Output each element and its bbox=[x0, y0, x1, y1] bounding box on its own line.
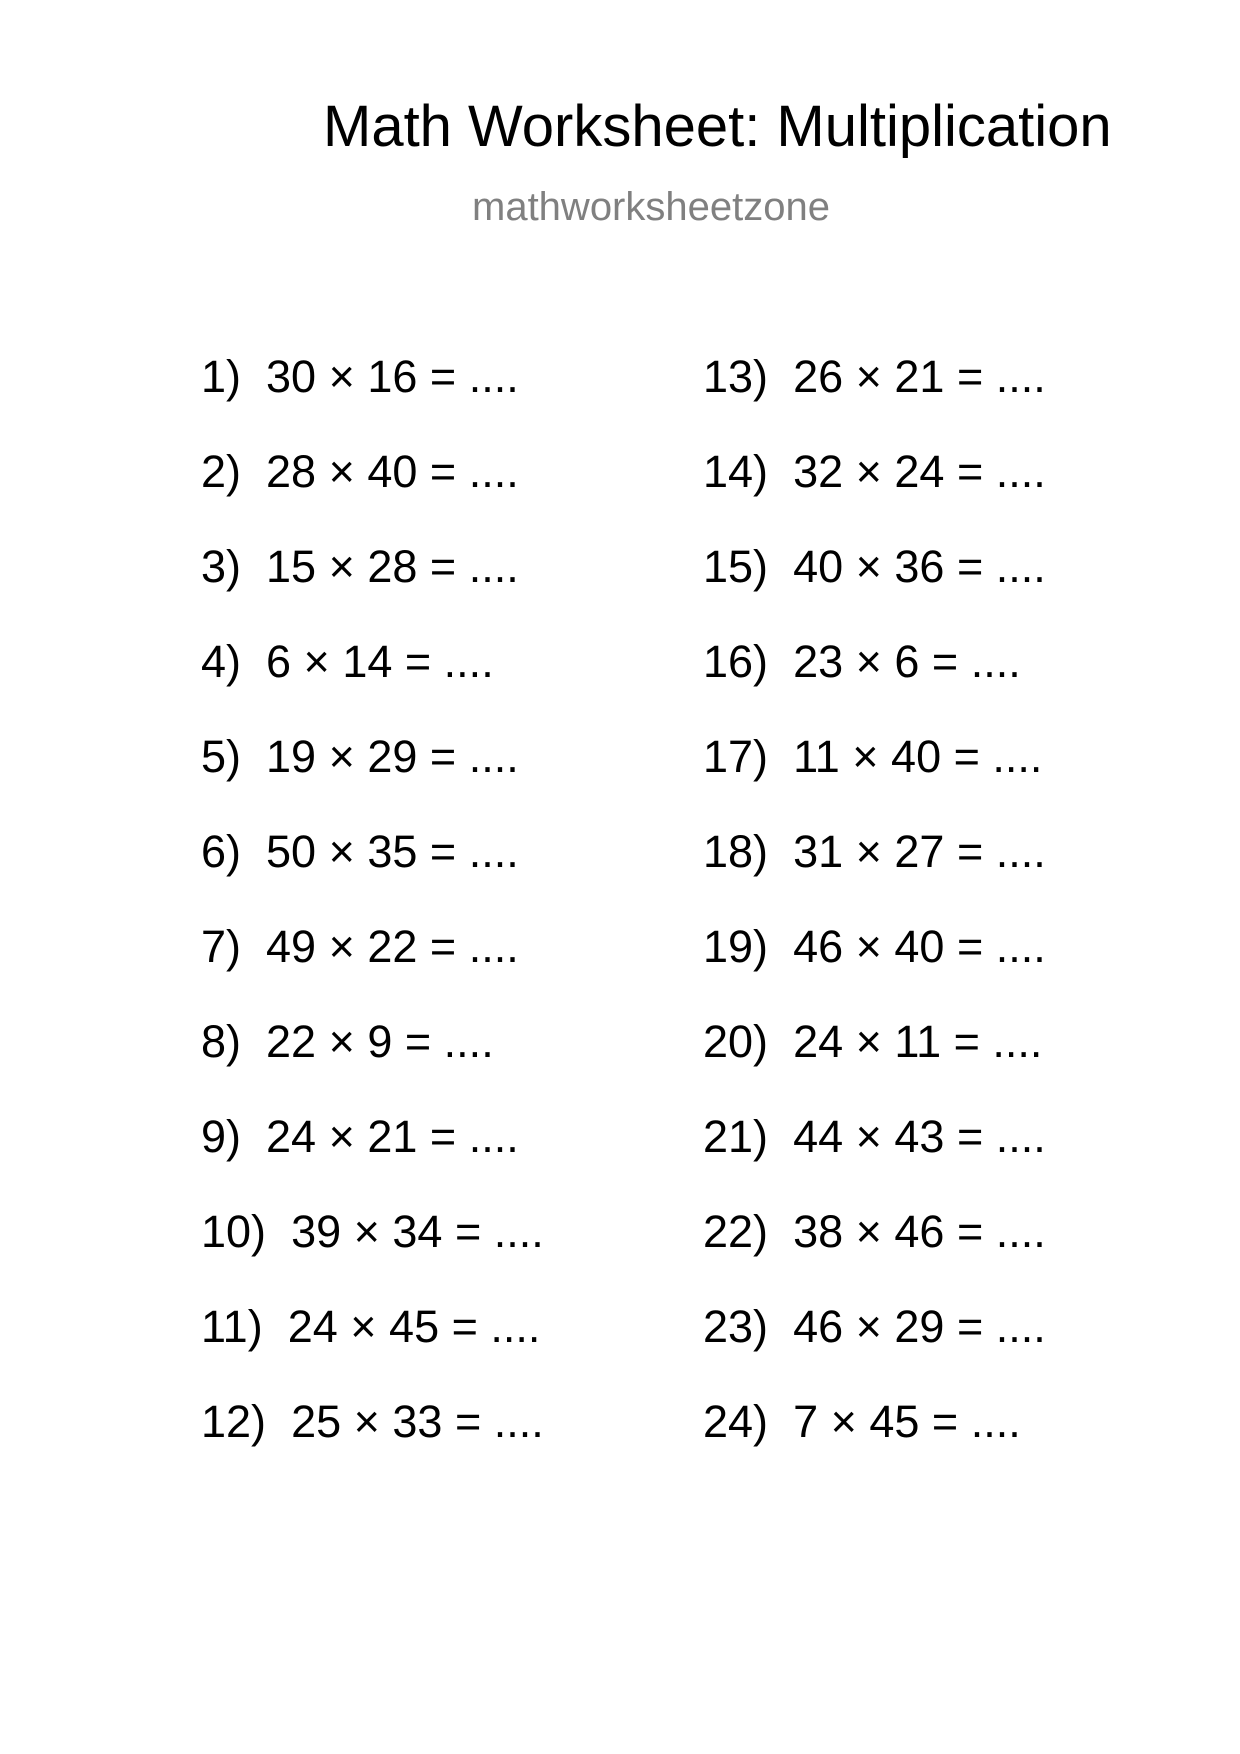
problem-expression: 50 × 35 = .... bbox=[266, 826, 519, 877]
problem-item bbox=[201, 1396, 721, 1494]
problem-item bbox=[703, 921, 1223, 1019]
problem-item bbox=[201, 1016, 721, 1114]
problem-expression: 49 × 22 = .... bbox=[266, 921, 519, 972]
problem-number: 11) bbox=[201, 1301, 263, 1352]
problem-item bbox=[703, 1206, 1223, 1304]
problem-expression: 24 × 45 = .... bbox=[287, 1301, 541, 1352]
problem-expression: 23 × 6 = .... bbox=[793, 636, 1021, 687]
problem-expression: 32 × 24 = .... bbox=[793, 446, 1046, 497]
problem-item bbox=[201, 921, 721, 1019]
problem-item bbox=[703, 636, 1223, 734]
problem-expression: 7 × 45 = .... bbox=[793, 1396, 1021, 1447]
problem-column-right bbox=[703, 351, 1223, 1494]
problem-expression: 6 × 14 = .... bbox=[266, 636, 494, 687]
page-subtitle: mathworksheetzone bbox=[472, 185, 830, 229]
problem-expression: 30 × 16 = .... bbox=[266, 351, 519, 402]
problem-item bbox=[201, 541, 721, 639]
problem-number: 2) bbox=[201, 446, 242, 497]
problem-number: 6) bbox=[201, 826, 242, 877]
problem-expression: 22 × 9 = .... bbox=[266, 1016, 494, 1067]
problem-item bbox=[201, 636, 721, 734]
problem-expression: 44 × 43 = .... bbox=[793, 1111, 1046, 1162]
problem-expression: 40 × 36 = .... bbox=[793, 541, 1046, 592]
problem-expression: 25 × 33 = .... bbox=[291, 1396, 544, 1447]
problem-number: 24) bbox=[703, 1396, 769, 1447]
problem-item bbox=[703, 826, 1223, 924]
problem-expression: 26 × 21 = .... bbox=[793, 351, 1046, 402]
problem-number: 16) bbox=[703, 636, 769, 687]
problem-number: 15) bbox=[703, 541, 769, 592]
problem-item bbox=[703, 1111, 1223, 1209]
problem-number: 4) bbox=[201, 636, 242, 687]
problem-number: 13) bbox=[703, 351, 769, 402]
problem-item bbox=[201, 1111, 721, 1209]
problem-number: 3) bbox=[201, 541, 242, 592]
problem-number: 17) bbox=[703, 731, 769, 782]
problem-expression: 11 × 40 = .... bbox=[793, 731, 1043, 782]
problem-number: 8) bbox=[201, 1016, 242, 1067]
problem-expression: 28 × 40 = .... bbox=[266, 446, 519, 497]
problem-item bbox=[703, 1396, 1223, 1494]
problem-item bbox=[703, 1016, 1223, 1114]
problem-column-left bbox=[201, 351, 721, 1494]
problem-item bbox=[703, 446, 1223, 544]
problem-number: 5) bbox=[201, 731, 242, 782]
problem-item bbox=[201, 731, 721, 829]
problem-item bbox=[703, 541, 1223, 639]
problem-item bbox=[703, 731, 1223, 829]
problem-number: 10) bbox=[201, 1206, 267, 1257]
problem-number: 14) bbox=[703, 446, 769, 497]
problem-expression: 24 × 11 = .... bbox=[793, 1016, 1043, 1067]
problem-number: 21) bbox=[703, 1111, 769, 1162]
problem-expression: 46 × 40 = .... bbox=[793, 921, 1046, 972]
problem-item bbox=[703, 351, 1223, 449]
problem-number: 19) bbox=[703, 921, 769, 972]
problem-item bbox=[201, 351, 721, 449]
problem-number: 22) bbox=[703, 1206, 769, 1257]
problem-number: 12) bbox=[201, 1396, 267, 1447]
problem-item bbox=[201, 446, 721, 544]
problem-expression: 38 × 46 = .... bbox=[793, 1206, 1046, 1257]
problem-item bbox=[201, 1206, 721, 1304]
problem-item bbox=[703, 1301, 1223, 1399]
problem-expression: 19 × 29 = .... bbox=[266, 731, 519, 782]
problem-expression: 24 × 21 = .... bbox=[266, 1111, 519, 1162]
problem-number: 9) bbox=[201, 1111, 242, 1162]
problem-item bbox=[201, 826, 721, 924]
problem-number: 20) bbox=[703, 1016, 769, 1067]
problem-number: 18) bbox=[703, 826, 769, 877]
problem-expression: 15 × 28 = .... bbox=[266, 541, 519, 592]
problem-expression: 39 × 34 = .... bbox=[291, 1206, 544, 1257]
problem-number: 23) bbox=[703, 1301, 769, 1352]
page-title: Math Worksheet: Multiplication bbox=[323, 94, 1112, 159]
problem-number: 7) bbox=[201, 921, 242, 972]
problem-number: 1) bbox=[201, 351, 242, 402]
problem-item bbox=[201, 1301, 721, 1399]
problem-expression: 31 × 27 = .... bbox=[793, 826, 1046, 877]
problem-expression: 46 × 29 = .... bbox=[793, 1301, 1046, 1352]
